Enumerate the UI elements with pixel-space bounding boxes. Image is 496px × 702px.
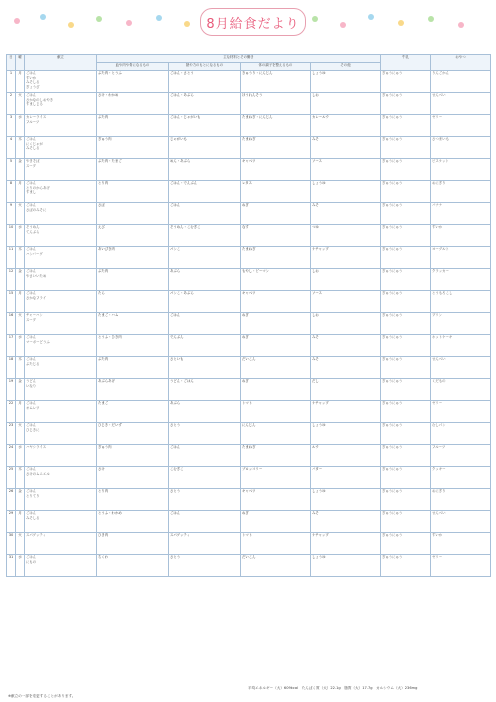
yellow-cell: さといも <box>169 357 241 379</box>
snack-cell: ホットケーキ <box>431 335 491 357</box>
green-cell: きゅうり・にんじん <box>241 71 311 93</box>
weekday-cell: 火 <box>16 533 25 555</box>
footer-note: ※献立の一部を変更することがあります。 <box>8 694 76 698</box>
day-cell: 2 <box>7 93 16 115</box>
table-row <box>7 269 491 291</box>
weekday-cell: 月 <box>16 71 25 93</box>
table-row <box>7 203 491 225</box>
menu-item: ごはん <box>26 269 37 273</box>
milk-cell: ぎゅうにゅう <box>381 93 431 115</box>
other-cell: ソース <box>311 291 381 313</box>
green-cell: ねぎ <box>241 379 311 401</box>
other-cell: しょうゆ <box>311 71 381 93</box>
other-cell: しお <box>311 269 381 291</box>
green-cell: ねぎ <box>241 203 311 225</box>
day-cell: 9 <box>7 203 16 225</box>
milk-cell: ぎゅうにゅう <box>381 203 431 225</box>
yellow-cell: さとう <box>169 489 241 511</box>
milk-cell: ぎゅうにゅう <box>381 423 431 445</box>
menu-item: さかなのしおやき <box>26 97 54 102</box>
red-cell: ぎゅう肉 <box>97 137 169 159</box>
red-cell: ぶた肉・とうふ <box>97 71 169 93</box>
yellow-cell: あぶら <box>169 269 241 291</box>
other-cell: しお <box>311 93 381 115</box>
weekday-cell: 木 <box>16 467 25 489</box>
green-cell: キャベツ <box>241 489 311 511</box>
table-row <box>7 115 491 137</box>
red-cell: さけ <box>97 467 169 489</box>
menu-item: ハヤシライス <box>26 445 47 449</box>
menu-cell <box>25 247 97 269</box>
header-yellow: 熱や力のもとになるもの <box>169 63 241 71</box>
menu-item: さばのみそに <box>26 207 47 212</box>
menu-item: ごはん <box>26 71 37 75</box>
table-row <box>7 533 491 555</box>
milk-cell: ぎゅうにゅう <box>381 555 431 577</box>
yellow-cell: うどん・ごはん <box>169 379 241 401</box>
table-row <box>7 467 491 489</box>
green-cell: ほうれんそう <box>241 93 311 115</box>
red-cell: えび <box>97 225 169 247</box>
other-cell: みそ <box>311 335 381 357</box>
weekday-cell: 水 <box>16 335 25 357</box>
yellow-cell: ごはん・あぶら <box>169 93 241 115</box>
day-cell: 24 <box>7 445 16 467</box>
menu-item: てんぷら <box>26 229 40 234</box>
weekday-cell: 金 <box>16 269 25 291</box>
milk-cell: ぎゅうにゅう <box>381 181 431 203</box>
menu-item: フルーツ <box>26 119 40 124</box>
snack-cell: すいか <box>431 533 491 555</box>
menu-item: とりのからあげ <box>26 185 50 190</box>
milk-cell: ぎゅうにゅう <box>381 247 431 269</box>
menu-cell <box>25 401 97 423</box>
weekday-cell: 水 <box>16 555 25 577</box>
green-cell: キャベツ <box>241 291 311 313</box>
menu-item: ごはん <box>26 423 37 427</box>
green-cell: トマト <box>241 401 311 423</box>
snack-cell: ゼリー <box>431 115 491 137</box>
weekday-cell: 木 <box>16 137 25 159</box>
day-cell: 26 <box>7 489 16 511</box>
menu-cell <box>25 181 97 203</box>
decoration-right <box>306 10 486 32</box>
header-green: 体の調子を整えるもの <box>241 63 311 71</box>
yellow-cell: パンこ <box>169 247 241 269</box>
weekday-cell: 木 <box>16 247 25 269</box>
snack-cell: りんごかん <box>431 71 491 93</box>
green-cell: もやし・ピーマン <box>241 269 311 291</box>
other-cell: ケチャップ <box>311 401 381 423</box>
decoration-left <box>10 10 198 32</box>
yellow-cell: でんぷん <box>169 335 241 357</box>
weekday-cell: 月 <box>16 511 25 533</box>
other-cell: ソース <box>311 159 381 181</box>
page-title: 8月給食だより <box>206 16 300 32</box>
other-cell: しょうゆ <box>311 489 381 511</box>
snack-cell: フルーツ <box>431 445 491 467</box>
menu-cell <box>25 291 97 313</box>
table-row <box>7 555 491 577</box>
table-row <box>7 401 491 423</box>
yellow-cell: ごはん <box>169 203 241 225</box>
header-red: 血や肉や骨になるもの <box>97 63 169 71</box>
green-cell: たまねぎ <box>241 247 311 269</box>
day-cell: 22 <box>7 401 16 423</box>
milk-cell: ぎゅうにゅう <box>381 159 431 181</box>
menu-item: うどん <box>26 379 37 383</box>
menu-item: そうめん <box>26 225 40 229</box>
milk-cell: ぎゅうにゅう <box>381 71 431 93</box>
day-cell: 23 <box>7 423 16 445</box>
weekday-cell: 金 <box>16 159 25 181</box>
day-cell: 5 <box>7 159 16 181</box>
header-menu: 献立 <box>25 55 97 71</box>
menu-cell <box>25 445 97 467</box>
menu-item: さけのムニエル <box>26 471 50 476</box>
weekday-cell: 金 <box>16 379 25 401</box>
other-cell: しお <box>311 313 381 335</box>
header-ingredients: 主な材料とその働き <box>97 55 381 63</box>
red-cell: さば <box>97 203 169 225</box>
red-cell: たまご <box>97 401 169 423</box>
table-row <box>7 159 491 181</box>
red-cell: ぶた肉 <box>97 115 169 137</box>
header-milk: 牛乳 <box>381 55 431 71</box>
other-cell: みそ <box>311 511 381 533</box>
menu-cell <box>25 93 97 115</box>
red-cell: たら <box>97 291 169 313</box>
day-cell: 16 <box>7 313 16 335</box>
green-cell: レタス <box>241 181 311 203</box>
snack-cell: ゼリー <box>431 401 491 423</box>
milk-cell: ぎゅうにゅう <box>381 533 431 555</box>
yellow-cell: さとう <box>169 555 241 577</box>
yellow-cell: スパゲッティ <box>169 533 241 555</box>
red-cell: とり肉 <box>97 181 169 203</box>
green-cell: にんじん <box>241 423 311 445</box>
menu-item: すまし <box>26 190 37 195</box>
yellow-cell: ごはん・じゃがいも <box>169 115 241 137</box>
menu-item: みそしる <box>26 146 40 151</box>
red-cell: ひじき・だいず <box>97 423 169 445</box>
menu-item: ぶたじる <box>26 361 40 366</box>
menu-item: スパゲッティ <box>26 533 46 537</box>
menu-item: すましじる <box>26 102 43 107</box>
snack-cell: クッキー <box>431 467 491 489</box>
title-box <box>200 8 306 36</box>
yellow-cell: ごはん <box>169 313 241 335</box>
menu-cell <box>25 159 97 181</box>
green-cell: ねぎ <box>241 313 311 335</box>
menu-item: やきそば <box>26 159 40 163</box>
day-cell: 18 <box>7 357 16 379</box>
other-cell: ケチャップ <box>311 247 381 269</box>
menu-item: いなり <box>26 383 37 388</box>
other-cell: バター <box>311 467 381 489</box>
snack-cell: さつまいも <box>431 137 491 159</box>
snack-cell: おにぎり <box>431 489 491 511</box>
menu-cell <box>25 467 97 489</box>
menu-item: スープ <box>26 317 36 322</box>
menu-item: とりてり <box>26 493 40 498</box>
menu-item: ぎょうざ <box>26 84 40 89</box>
snack-cell: ヨーグルト <box>431 247 491 269</box>
yellow-cell: パンこ・あぶら <box>169 291 241 313</box>
menu-rows <box>7 71 491 577</box>
menu-item: さかなフライ <box>26 295 47 300</box>
red-cell: とり肉 <box>97 489 169 511</box>
table-row <box>7 445 491 467</box>
red-cell: さけ・わかめ <box>97 93 169 115</box>
other-cell: だし <box>311 379 381 401</box>
snack-cell: クラッカー <box>431 269 491 291</box>
menu-item: ひじきに <box>26 427 40 432</box>
yellow-cell: あぶら <box>169 401 241 423</box>
day-cell: 10 <box>7 225 16 247</box>
menu-item: すいか <box>26 75 37 80</box>
day-cell: 8 <box>7 181 16 203</box>
menu-item: にくじゃが <box>26 141 43 146</box>
menu-cell <box>25 203 97 225</box>
green-cell: ねぎ <box>241 511 311 533</box>
milk-cell: ぎゅうにゅう <box>381 313 431 335</box>
snack-cell: おにぎり <box>431 181 491 203</box>
menu-cell <box>25 379 97 401</box>
milk-cell: ぎゅうにゅう <box>381 445 431 467</box>
menu-item: カレーライス <box>26 115 47 119</box>
red-cell: ちくわ <box>97 555 169 577</box>
day-cell: 29 <box>7 511 16 533</box>
red-cell: ひき肉 <box>97 533 169 555</box>
snack-cell: むしパン <box>431 423 491 445</box>
table-row <box>7 93 491 115</box>
yellow-cell: ごはん・でんぷん <box>169 181 241 203</box>
day-cell: 11 <box>7 247 16 269</box>
table-row <box>7 225 491 247</box>
milk-cell: ぎゅうにゅう <box>381 379 431 401</box>
red-cell: あぶらあげ <box>97 379 169 401</box>
menu-item: やさいいため <box>26 273 47 278</box>
table-row <box>7 511 491 533</box>
menu-item: ごはん <box>26 291 37 295</box>
day-cell: 19 <box>7 379 16 401</box>
menu-cell <box>25 423 97 445</box>
menu-cell <box>25 335 97 357</box>
snack-cell: せんべい <box>431 93 491 115</box>
day-cell: 4 <box>7 137 16 159</box>
green-cell: たまねぎ・にんじん <box>241 115 311 137</box>
yellow-cell: さとう <box>169 423 241 445</box>
snack-cell: ビスケット <box>431 159 491 181</box>
day-cell: 30 <box>7 533 16 555</box>
table-row <box>7 247 491 269</box>
header-day: 日 <box>7 55 16 71</box>
other-cell: しょうゆ <box>311 181 381 203</box>
milk-cell: ぎゅうにゅう <box>381 137 431 159</box>
menu-item: みそしる <box>26 515 40 520</box>
menu-item: ハンバーグ <box>26 251 43 256</box>
menu-item: ごはん <box>26 511 37 515</box>
menu-cell <box>25 313 97 335</box>
weekday-cell: 火 <box>16 93 25 115</box>
snack-cell: せんべい <box>431 357 491 379</box>
day-cell: 15 <box>7 291 16 313</box>
green-cell: ブロッコリー <box>241 467 311 489</box>
menu-cell <box>25 269 97 291</box>
table-row <box>7 313 491 335</box>
snack-cell: くだもの <box>431 379 491 401</box>
red-cell: とうふ・ひき肉 <box>97 335 169 357</box>
weekday-cell: 木 <box>16 357 25 379</box>
yellow-cell: じゃがいも <box>169 137 241 159</box>
other-cell: しょうゆ <box>311 555 381 577</box>
header-snack: おやつ <box>431 55 491 71</box>
other-cell: つゆ <box>311 225 381 247</box>
milk-cell: ぎゅうにゅう <box>381 291 431 313</box>
milk-cell: ぎゅうにゅう <box>381 467 431 489</box>
milk-cell: ぎゅうにゅう <box>381 269 431 291</box>
weekday-cell: 月 <box>16 401 25 423</box>
menu-cell <box>25 71 97 93</box>
red-cell: ぶた肉 <box>97 357 169 379</box>
other-cell: しょうゆ <box>311 423 381 445</box>
snack-cell: バナナ <box>431 203 491 225</box>
day-cell: 25 <box>7 467 16 489</box>
menu-item: ごはん <box>26 401 37 405</box>
table-row <box>7 71 491 93</box>
yellow-cell: ごはん <box>169 511 241 533</box>
red-cell: あいびき肉 <box>97 247 169 269</box>
day-cell: 1 <box>7 71 16 93</box>
menu-cell <box>25 489 97 511</box>
other-cell: ケチャップ <box>311 533 381 555</box>
menu-item: みそしる <box>26 80 40 85</box>
table-row <box>7 423 491 445</box>
weekday-cell: 水 <box>16 445 25 467</box>
snack-cell: すいか <box>431 225 491 247</box>
milk-cell: ぎゅうにゅう <box>381 511 431 533</box>
snack-cell: ゼリー <box>431 555 491 577</box>
day-cell: 17 <box>7 335 16 357</box>
red-cell: たまご・ハム <box>97 313 169 335</box>
snack-cell: プリン <box>431 313 491 335</box>
menu-cell <box>25 533 97 555</box>
yellow-cell: こむぎこ <box>169 467 241 489</box>
green-cell: だいこん <box>241 555 311 577</box>
milk-cell: ぎゅうにゅう <box>381 489 431 511</box>
other-cell: ルウ <box>311 445 381 467</box>
other-cell: カレールウ <box>311 115 381 137</box>
green-cell: たまねぎ <box>241 137 311 159</box>
menu-item: ごはん <box>26 247 37 251</box>
menu-item: ごはん <box>26 335 37 339</box>
menu-cell <box>25 555 97 577</box>
menu-item: オムレツ <box>26 405 40 410</box>
menu-cell <box>25 115 97 137</box>
table-row <box>7 291 491 313</box>
weekday-cell: 金 <box>16 489 25 511</box>
snack-cell: せんべい <box>431 511 491 533</box>
green-cell: だいこん <box>241 357 311 379</box>
milk-cell: ぎゅうにゅう <box>381 401 431 423</box>
menu-item: ごはん <box>26 467 37 471</box>
red-cell: ぎゅう肉 <box>97 445 169 467</box>
day-cell: 31 <box>7 555 16 577</box>
header-weekday: 曜 <box>16 55 25 71</box>
weekday-cell: 月 <box>16 291 25 313</box>
weekday-cell: 火 <box>16 313 25 335</box>
other-cell: みそ <box>311 203 381 225</box>
weekday-cell: 水 <box>16 225 25 247</box>
yellow-cell: そうめん・こむぎこ <box>169 225 241 247</box>
menu-cell <box>25 511 97 533</box>
menu-cell <box>25 225 97 247</box>
table-row <box>7 357 491 379</box>
green-cell: ねぎ <box>241 335 311 357</box>
menu-item: チャーハン <box>26 313 43 317</box>
menu-item: マーボーどうふ <box>26 339 50 344</box>
menu-item: ごはん <box>26 203 37 207</box>
day-cell: 12 <box>7 269 16 291</box>
menu-item: スープ <box>26 163 36 168</box>
day-cell: 3 <box>7 115 16 137</box>
milk-cell: ぎゅうにゅう <box>381 357 431 379</box>
table-row <box>7 137 491 159</box>
milk-cell: ぎゅうにゅう <box>381 335 431 357</box>
menu-item: にもの <box>26 559 37 564</box>
table-row <box>7 489 491 511</box>
menu-cell <box>25 137 97 159</box>
weekday-cell: 水 <box>16 115 25 137</box>
green-cell: なす <box>241 225 311 247</box>
green-cell: たまねぎ <box>241 445 311 467</box>
yellow-cell: めん・あぶら <box>169 159 241 181</box>
table-row <box>7 335 491 357</box>
menu-item: ごはん <box>26 137 37 141</box>
menu-item: ごはん <box>26 357 37 361</box>
snack-cell: とうもろこし <box>431 291 491 313</box>
menu-item: ごはん <box>26 555 37 559</box>
table-row <box>7 181 491 203</box>
header-other: その他 <box>311 63 381 71</box>
milk-cell: ぎゅうにゅう <box>381 225 431 247</box>
weekday-cell: 火 <box>16 423 25 445</box>
red-cell: ぶた肉 <box>97 269 169 291</box>
menu-item: ごはん <box>26 181 37 185</box>
other-cell: みそ <box>311 357 381 379</box>
green-cell: キャベツ <box>241 159 311 181</box>
yellow-cell: ごはん <box>169 445 241 467</box>
nutrition-footer: 平均エネルギー（大）609kcal たんぱく質（大）22.1g 脂質（大）17.7g カルシウム（大）236mg <box>248 686 418 690</box>
menu-item: ごはん <box>26 93 37 97</box>
weekday-cell: 火 <box>16 203 25 225</box>
other-cell: みそ <box>311 137 381 159</box>
menu-cell <box>25 357 97 379</box>
red-cell: ぶた肉・たまご <box>97 159 169 181</box>
weekday-cell: 月 <box>16 181 25 203</box>
menu-table <box>6 54 491 577</box>
menu-item: ごはん <box>26 489 37 493</box>
milk-cell: ぎゅうにゅう <box>381 115 431 137</box>
red-cell: とうふ・わかめ <box>97 511 169 533</box>
yellow-cell: ごはん・さとう <box>169 71 241 93</box>
green-cell: トマト <box>241 533 311 555</box>
table-row <box>7 379 491 401</box>
